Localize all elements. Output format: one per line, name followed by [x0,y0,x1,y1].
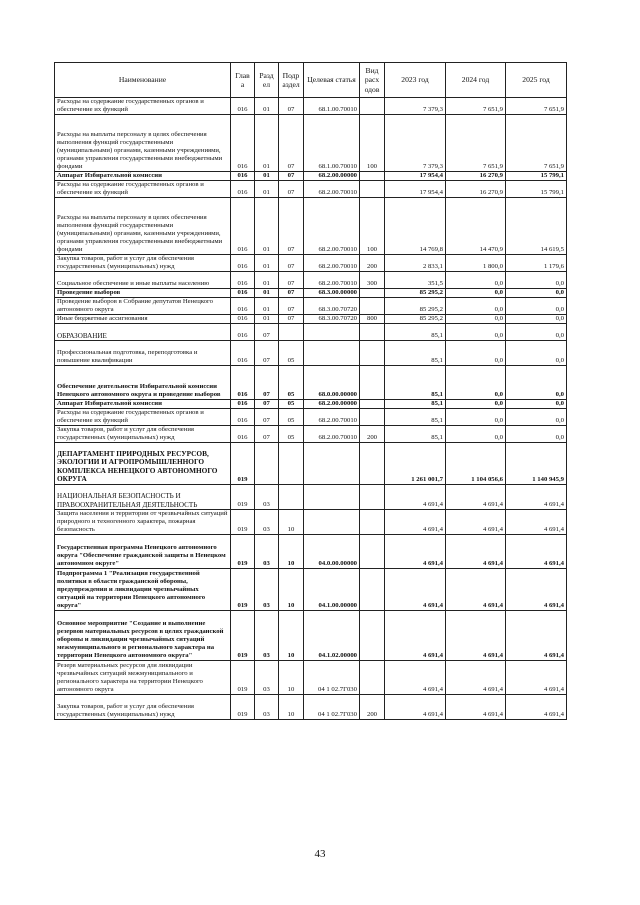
table-row [55,115,567,172]
cell-kind [360,341,385,366]
budget-table [54,62,567,720]
table-row [55,510,567,535]
table-row [55,289,567,298]
cell-name: НАЦИОНАЛЬНАЯ БЕЗОПАСНОСТЬ И ПРАВООХРАНИТЕЛЬНАЯ ДЕЯТЕЛЬНОСТЬ [55,485,231,510]
cell-2023: 4 691,4 [385,695,446,720]
cell-name: Обеспечение деятельности Избирательной комиссии Ненецкого автономного округа и проведение выборов [55,366,231,400]
cell-2025: 0,0 [506,324,567,341]
table-row [55,569,567,611]
cell-2024: 4 691,4 [446,569,506,611]
cell-2024: 4 691,4 [446,485,506,510]
page-number: 43 [314,848,326,860]
cell-2025: 0,0 [506,272,567,289]
cell-article: 04 1 02.7Г030 [304,695,360,720]
cell-name: Профессиональная подготовка, переподготовка и повышение квалификации [55,341,231,366]
cell-2025: 1 179,6 [506,255,567,272]
cell-article [304,443,360,485]
cell-2025: 4 691,4 [506,569,567,611]
cell-section: 03 [255,695,279,720]
cell-article [304,510,360,535]
cell-chapter: 016 [231,409,255,426]
cell-2025: 4 691,4 [506,611,567,661]
cell-2024: 0,0 [446,298,506,315]
cell-2025: 0,0 [506,400,567,409]
cell-2025: 1 140 945,9 [506,443,567,485]
cell-name: Аппарат Избирательной комиссии [55,400,231,409]
cell-chapter: 016 [231,115,255,172]
cell-kind [360,661,385,695]
cell-chapter: 019 [231,611,255,661]
cell-name: Расходы на содержание государственных органов и обеспечение их функций [55,98,231,115]
table-row [55,661,567,695]
cell-2025: 15 799,1 [506,172,567,181]
cell-2024: 0,0 [446,272,506,289]
cell-article: 68.2.00.70010 [304,272,360,289]
cell-subsection: 07 [279,255,304,272]
cell-subsection: 10 [279,661,304,695]
cell-article: 68.0.00.00000 [304,366,360,400]
cell-section: 01 [255,98,279,115]
cell-2023: 4 691,4 [385,611,446,661]
cell-kind: 200 [360,426,385,443]
cell-section [255,443,279,485]
cell-2023: 7 379,3 [385,98,446,115]
cell-2023: 4 691,4 [385,485,446,510]
table-body [55,98,567,720]
cell-2023: 85,1 [385,341,446,366]
cell-section: 07 [255,400,279,409]
cell-name: Расходы на выплаты персоналу в целях обеспечения выполнения функций государственными (муниципальными) органами, казенными учреждениями, органами управления государственными внебюджетными фондами [55,115,231,172]
cell-subsection: 05 [279,366,304,400]
cell-section: 01 [255,198,279,255]
cell-name: Резерв материальных ресурсов для ликвидации чрезвычайных ситуаций межмуниципального и регионального характера на территории Ненецкого автономного округа [55,661,231,695]
cell-2023: 17 954,4 [385,172,446,181]
cell-name: Расходы на содержание государственных органов и обеспечение их функций [55,181,231,198]
cell-2024: 0,0 [446,315,506,324]
cell-2023: 85,1 [385,366,446,400]
table-row [55,315,567,324]
cell-kind [360,443,385,485]
cell-article: 68.3.00.00000 [304,289,360,298]
cell-section: 01 [255,298,279,315]
cell-2024: 16 270,9 [446,181,506,198]
cell-kind: 200 [360,255,385,272]
cell-2023: 4 691,4 [385,535,446,569]
cell-2025: 0,0 [506,409,567,426]
cell-name: Государственная программа Ненецкого автономного округа "Обеспечение гражданской защиты в Ненецком автономном округе" [55,535,231,569]
cell-article: 68.2.00.70010 [304,198,360,255]
table-row [55,272,567,289]
cell-name: Социальное обеспечение и иные выплаты населению [55,272,231,289]
cell-section: 03 [255,569,279,611]
header-kind: Вид расх одов [360,63,385,98]
table-row [55,611,567,661]
cell-chapter: 016 [231,198,255,255]
header-2024: 2024 год [446,63,506,98]
cell-section: 03 [255,485,279,510]
cell-kind [360,611,385,661]
cell-2023: 85,1 [385,324,446,341]
cell-section: 03 [255,535,279,569]
table-row [55,409,567,426]
cell-chapter: 019 [231,695,255,720]
cell-kind [360,298,385,315]
cell-section: 07 [255,366,279,400]
cell-article: 04.0.00.00000 [304,535,360,569]
header-row [55,63,567,98]
cell-name: Подпрограмма 1 "Реализация государственной политики в области гражданской обороны, предупреждения и ликвидации чрезвычайных ситуаций на территории Ненецкого автономного округа" [55,569,231,611]
cell-2024: 0,0 [446,289,506,298]
table-row [55,324,567,341]
cell-chapter: 019 [231,485,255,510]
header-subsection: Подр аздел [279,63,304,98]
cell-name: ОБРАЗОВАНИЕ [55,324,231,341]
cell-chapter: 016 [231,426,255,443]
cell-kind: 100 [360,115,385,172]
table-row [55,198,567,255]
cell-chapter: 016 [231,400,255,409]
cell-name: Расходы на содержание государственных органов и обеспечение их функций [55,409,231,426]
cell-subsection: 05 [279,400,304,409]
cell-chapter: 016 [231,172,255,181]
cell-chapter: 019 [231,535,255,569]
cell-2025: 0,0 [506,426,567,443]
cell-chapter: 019 [231,510,255,535]
cell-chapter: 019 [231,443,255,485]
cell-article: 68.3.00.70720 [304,298,360,315]
cell-2024: 7 651,9 [446,115,506,172]
header-article: Целевая статья [304,63,360,98]
cell-2024: 4 691,4 [446,661,506,695]
cell-article: 68.2.00.70010 [304,181,360,198]
cell-subsection: 10 [279,611,304,661]
cell-2024: 4 691,4 [446,510,506,535]
cell-kind: 300 [360,272,385,289]
cell-2025: 0,0 [506,366,567,400]
header-section: Разд ел [255,63,279,98]
cell-article: 04.1.00.00000 [304,569,360,611]
cell-section: 01 [255,272,279,289]
cell-subsection: 07 [279,298,304,315]
cell-2025: 4 691,4 [506,535,567,569]
cell-kind [360,400,385,409]
table-row [55,426,567,443]
cell-2025: 4 691,4 [506,695,567,720]
cell-2023: 351,5 [385,272,446,289]
cell-2023: 85,1 [385,409,446,426]
cell-subsection [279,485,304,510]
cell-section: 07 [255,341,279,366]
cell-chapter: 016 [231,181,255,198]
cell-kind [360,535,385,569]
cell-section: 01 [255,315,279,324]
cell-kind: 800 [360,315,385,324]
header-name: Наименование [55,63,231,98]
table-row [55,98,567,115]
table-row [55,298,567,315]
cell-name: Проведение выборов [55,289,231,298]
cell-2024: 0,0 [446,409,506,426]
cell-name: Основное мероприятие "Создание и выполнение резервов материальных ресурсов в целях гражданской обороны и ликвидации чрезвычайных ситуаций межмуниципального и регионального характера на территории Ненецкого автономного округа" [55,611,231,661]
cell-kind [360,324,385,341]
cell-kind [360,181,385,198]
cell-kind [360,98,385,115]
cell-subsection: 05 [279,409,304,426]
cell-name: Иные бюджетные ассигнования [55,315,231,324]
cell-2023: 85,1 [385,400,446,409]
cell-chapter: 016 [231,272,255,289]
cell-subsection [279,443,304,485]
cell-2024: 0,0 [446,400,506,409]
cell-2024: 4 691,4 [446,611,506,661]
cell-2025: 4 691,4 [506,510,567,535]
cell-article: 68.1.00.70010 [304,115,360,172]
cell-kind [360,366,385,400]
cell-article: 68.2.00.70010 [304,255,360,272]
cell-2023: 85,1 [385,426,446,443]
table-row [55,535,567,569]
cell-2024: 4 691,4 [446,535,506,569]
cell-2025: 4 691,4 [506,661,567,695]
cell-subsection [279,324,304,341]
cell-section: 07 [255,324,279,341]
cell-2024: 1 104 056,6 [446,443,506,485]
cell-name: Закупка товаров, работ и услуг для обеспечения государственных (муниципальных) нужд [55,695,231,720]
table-row [55,366,567,400]
cell-name: Расходы на выплаты персоналу в целях обеспечения выполнения функций государственными (муниципальными) органами, казенными учреждениями, органами управления государственными внебюджетными фондами [55,198,231,255]
cell-2025: 4 691,4 [506,485,567,510]
cell-2024: 4 691,4 [446,695,506,720]
cell-subsection: 07 [279,172,304,181]
cell-article: 68.1.00.70010 [304,98,360,115]
cell-kind [360,409,385,426]
cell-article: 04 1 02.7Г030 [304,661,360,695]
cell-chapter: 019 [231,569,255,611]
cell-2024: 14 470,9 [446,198,506,255]
header-chapter: Глав а [231,63,255,98]
cell-section: 07 [255,426,279,443]
cell-subsection: 05 [279,426,304,443]
cell-article [304,341,360,366]
cell-name: Закупка товаров, работ и услуг для обеспечения государственных (муниципальных) нужд [55,255,231,272]
cell-section: 01 [255,289,279,298]
cell-2025: 15 799,1 [506,181,567,198]
table-row [55,485,567,510]
cell-chapter: 019 [231,661,255,695]
cell-name: Аппарат Избирательной комиссии [55,172,231,181]
cell-article [304,324,360,341]
cell-section: 03 [255,611,279,661]
cell-2024: 16 270,9 [446,172,506,181]
cell-subsection: 10 [279,569,304,611]
cell-kind [360,569,385,611]
cell-2025: 14 619,5 [506,198,567,255]
table-row [55,181,567,198]
cell-chapter: 016 [231,289,255,298]
cell-chapter: 016 [231,341,255,366]
cell-section: 01 [255,115,279,172]
cell-chapter: 016 [231,98,255,115]
cell-subsection: 07 [279,272,304,289]
cell-section: 03 [255,661,279,695]
cell-name: Закупка товаров, работ и услуг для обеспечения государственных (муниципальных) нужд [55,426,231,443]
cell-subsection: 07 [279,115,304,172]
cell-chapter: 016 [231,324,255,341]
cell-article: 68.3.00.70720 [304,315,360,324]
cell-2023: 85 295,2 [385,289,446,298]
cell-kind [360,289,385,298]
cell-article: 68.2.00.00000 [304,400,360,409]
cell-chapter: 016 [231,298,255,315]
cell-2024: 7 651,9 [446,98,506,115]
cell-kind [360,485,385,510]
table-row [55,172,567,181]
cell-2025: 0,0 [506,341,567,366]
cell-2025: 0,0 [506,315,567,324]
header-2025: 2025 год [506,63,567,98]
cell-subsection: 05 [279,341,304,366]
cell-article: 68.2.00.70010 [304,409,360,426]
cell-subsection: 10 [279,535,304,569]
cell-2024: 0,0 [446,426,506,443]
cell-2023: 2 833,1 [385,255,446,272]
cell-section: 01 [255,181,279,198]
cell-subsection: 07 [279,289,304,298]
cell-2023: 7 379,3 [385,115,446,172]
cell-2025: 0,0 [506,298,567,315]
cell-section: 03 [255,510,279,535]
cell-section: 01 [255,255,279,272]
cell-2025: 7 651,9 [506,98,567,115]
cell-2023: 4 691,4 [385,661,446,695]
cell-article: 68.2.00.00000 [304,172,360,181]
cell-subsection: 10 [279,510,304,535]
cell-2025: 7 651,9 [506,115,567,172]
cell-name: Защита населения и территории от чрезвычайных ситуаций природного и техногенного характера, пожарная безопасность [55,510,231,535]
cell-chapter: 016 [231,366,255,400]
cell-article: 68.2.00.70010 [304,426,360,443]
cell-section: 01 [255,172,279,181]
cell-kind: 200 [360,695,385,720]
cell-article [304,485,360,510]
header-2023: 2023 год [385,63,446,98]
cell-section: 07 [255,409,279,426]
table-row [55,695,567,720]
cell-2023: 85 295,2 [385,315,446,324]
cell-subsection: 07 [279,315,304,324]
cell-article: 04.1.02.00000 [304,611,360,661]
table-row [55,443,567,485]
cell-2024: 0,0 [446,366,506,400]
cell-2024: 0,0 [446,341,506,366]
cell-2023: 17 954,4 [385,181,446,198]
cell-chapter: 016 [231,315,255,324]
cell-2023: 14 769,8 [385,198,446,255]
cell-kind [360,172,385,181]
cell-subsection: 07 [279,198,304,255]
cell-name: Проведение выборов в Собрание депутатов Ненецкого автономного округа [55,298,231,315]
cell-kind [360,510,385,535]
cell-subsection: 07 [279,181,304,198]
cell-subsection: 10 [279,695,304,720]
table-row [55,400,567,409]
cell-kind: 100 [360,198,385,255]
table-row [55,255,567,272]
cell-chapter: 016 [231,255,255,272]
cell-2025: 0,0 [506,289,567,298]
cell-2023: 4 691,4 [385,510,446,535]
cell-name: ДЕПАРТАМЕНТ ПРИРОДНЫХ РЕСУРСОВ, ЭКОЛОГИИ И АГРОПРОМЫШЛЕННОГО КОМПЛЕКСА НЕНЕЦКОГО АВТОНОМНОГО ОКРУГА [55,443,231,485]
cell-2024: 0,0 [446,324,506,341]
cell-subsection: 07 [279,98,304,115]
cell-2023: 85 295,2 [385,298,446,315]
table-row [55,341,567,366]
cell-2023: 1 261 001,7 [385,443,446,485]
cell-2023: 4 691,4 [385,569,446,611]
cell-2024: 1 800,0 [446,255,506,272]
